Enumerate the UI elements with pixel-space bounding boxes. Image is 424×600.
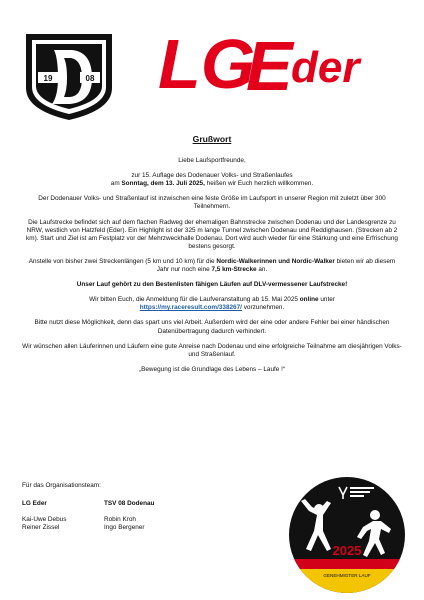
paragraph-wishes: Wir wünschen allen Läuferinnen und Läufern eine gute Anreise nach Dodenau und eine erfolgreiche Teilnahme am diesjährigen Volks-und Straßenlauf. — [22, 342, 402, 358]
intro-post: heißen wir Euch herzlich willkommen. — [204, 180, 314, 188]
registration-text-d: vorzunehmen. — [241, 304, 285, 312]
org2-person-2: Ingo Bergener — [104, 524, 145, 532]
org2-person-1: Robin Kroh — [104, 516, 136, 524]
org2-name: TSV 08 Dodenau — [104, 500, 155, 508]
paragraph-intro — [22, 172, 402, 188]
registration-link[interactable]: https://my.raceresult.com/338267/ — [139, 304, 242, 312]
dlv-statement: Unser Lauf gehört zu den Bestenlisten fähigen Läufen auf DLV-vermessener Laufstrecke! — [76, 281, 348, 289]
club-crest-logo — [22, 30, 116, 122]
nordic-distance: 7,5 km-Strecke — [211, 266, 257, 274]
nordic-text-a: Anstelle von bisher zwei Streckenlängen (5 km und 10 km) für die — [28, 257, 217, 265]
letter-body — [22, 135, 402, 381]
logo-e-text: E — [246, 27, 293, 105]
letter-title: Grußwort — [192, 134, 232, 144]
seal-caption: GENEHMIGTER LAUF — [323, 573, 371, 578]
paragraph-dlv — [22, 281, 402, 289]
crest-year-left: 19 — [43, 74, 53, 83]
registration-text-c: unter — [318, 296, 335, 304]
intro-pre: am — [110, 180, 122, 188]
nordic-text-e: an. — [256, 266, 268, 274]
nordic-walkers: Nordic-Walkerinnen und Nordic-Walker — [216, 257, 335, 265]
org1-column — [22, 500, 104, 532]
paragraph-benefit: Bitte nutzt diese Möglichkeit, denn das spart uns viel Arbeit. Außerdem wird der eine oder andere Fehler bei einer händischen Datenübertragung dadurch verhindert. — [34, 319, 390, 335]
logo-der-text: der — [291, 43, 360, 92]
org2-column — [104, 500, 214, 532]
logo-lg-text: LG — [158, 25, 256, 103]
paragraph-course: Die Laufstrecke befindet sich auf dem flachen Radweg der ehemaligen Bahnstrecke zwischen Dodenau und der Landesgrenze zu NRW, westlich von Hatzfeld (Eder). Ein Highlight ist der 325 m lange Tunnel zwischen Dodenau und Reddighausen. (Strecken ab 2 km). Start und Ziel ist am Festplatz vor der Mehrzweckhalle Dodenau. Dort wird auch wieder für eine Stärkung und eine Erfrischung bestens gesorgt. — [26, 218, 398, 250]
intro-line-1: zur 15. Auflage des Dodenauer Volks- und Straßenlaufes — [131, 172, 293, 180]
event-date: Sonntag, dem 13. Juli 2025, — [121, 180, 205, 188]
registration-text-a: Wir bitten Euch, die Anmeldung für die Laufveranstaltung ab 15. Mai 2025 — [89, 296, 300, 304]
nordic-text-c: bieten wir ab diesem Jahr nur noch eine — [156, 257, 396, 274]
approved-run-seal — [287, 475, 407, 595]
lg-eder-logo — [158, 22, 388, 106]
seal-year: 2025 — [332, 543, 362, 558]
paragraph-registration — [22, 296, 402, 312]
org1-name: LG Eder — [22, 500, 47, 508]
paragraph-nordic-walking — [22, 258, 402, 274]
team-label: Für das Organisationsteam: — [22, 482, 101, 489]
greeting: Liebe Laufsportfreunde, — [178, 157, 246, 165]
org1-person-2: Reiner Zissel — [22, 524, 60, 532]
signature-block — [22, 482, 242, 532]
paragraph-history: Der Dodenauer Volks- und Straßenlauf ist inzwischen eine feste Größe im Laufsport in unserer Region mit zuletzt über 300 Teilnehmern. — [38, 195, 386, 211]
crest-year-right: 08 — [85, 74, 95, 83]
org1-person-1: Kai-Uwe Debus — [22, 516, 67, 524]
quote: „Bewegung ist die Grundlage des Lebens – Laufe !“ — [138, 365, 286, 373]
registration-online: online — [299, 296, 319, 304]
